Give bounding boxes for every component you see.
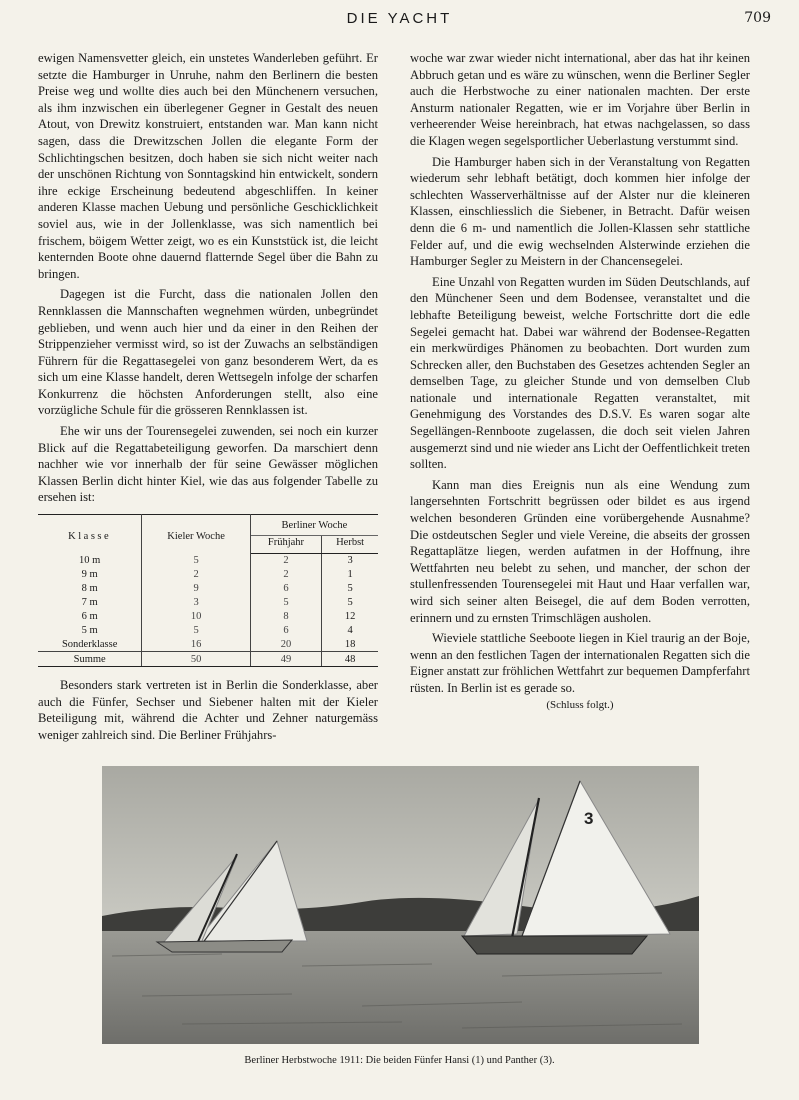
cell-kieler-woche: 16: [142, 637, 250, 651]
cell-fruehjahr: 2: [250, 568, 321, 582]
cell-kieler-woche: 2: [142, 568, 250, 582]
left-column: [38, 50, 378, 744]
cell-fruehjahr: 6: [250, 582, 321, 596]
table-row: [38, 568, 378, 582]
table-header-klasse: Klasse: [38, 515, 142, 554]
table-header-herbst: Herbst: [322, 536, 378, 554]
table-row: [38, 610, 378, 624]
cell-fruehjahr: 2: [250, 554, 321, 568]
cell-herbst: 1: [347, 569, 353, 581]
table-row: [38, 652, 378, 667]
cell-klasse: Summe: [38, 652, 142, 667]
cell-fruehjahr: 20: [250, 637, 321, 651]
sailing-photograph: [102, 766, 699, 1044]
paragraph: ewigen Namensvetter gleich, ein unstetes Wanderleben geführt. Er setzte die Hamburger in Unruhe, nahm den Berlinern die besten Preise weg und wollte dies auch bei den Münchenern versuchen, als ihm inzwischen ein überlegener Gegner in Gestalt des neuen Atout, von Drewitz konstruiert, entstanden war. Man kann nicht sagen, dass die Drewitzschen Jollen die elegante Form der Schlichtingschen besitzen, doch haben sie sich nicht weiter nach der unschönen Richtung von Sonntagskind hin entwickelt, sondern ihre eckige Erscheinung bedeutend abgeschliffen. In keiner anderen Klasse machen Uebung und persönliche Geschicklichkeit soviel aus, wie in der Jollenklasse, was sich namentlich bei frischem, böigem Wetter zeigt, wo es ein Kunststück ist, die leicht kenternden Boote ohne dauernd flatternde Segel über die Bahn zu bringen.: [38, 51, 378, 281]
cell-herbst: 18: [344, 638, 356, 650]
paragraph: Eine Unzahl von Regatten wurden im Süden Deutschlands, auf den Münchener Seen und dem Bodensee, veranstaltet und die lebhafte Beteiligung beweist, welche Fortschritte dort die edle Segelei gemacht hat. Dabei war während der Bodensee-Regatten ein merkwürdiges Phänomen zu beobachten. Dort wurden zum Schrecken aller, den Buchstaben des Gesetzes achtenden Segler an demselben Tage, zu gleicher Stunde und von demselben Club nationale und internationale Regatten veranstaltet, mit Genehmigung des Vorstandes des D.S.V. Es waren sogar alte Segellängen-Rennboote zugelassen, die doch seit vielen Jahren ausgemerzt sind und nie wieder ans Licht der Oeffentlichkeit treten sollten.: [410, 274, 750, 472]
paragraph: woche war zwar wieder nicht international, aber das hat ihr keinen Abbruch getan und es wäre zu wünschen, wenn die Berliner Segler auch die Herbstwoche zu einer nationalen machten. Der erste Ansturm nationaler Regatten, wie er im Vorjahre über Berlin in verheerender Weise hereinbrach, hat etwas nachgelassen, so dass die Klagen wegen segelsportlicher Ueberlastung verstummt sind.: [410, 51, 750, 148]
regatta-participation-table: [38, 514, 378, 667]
cell-herbst: 48: [322, 652, 378, 667]
cell-fruehjahr: 8: [250, 610, 321, 624]
cell-klasse: 8 m: [38, 582, 142, 596]
table-header-fruehjahr: Frühjahr: [250, 536, 321, 554]
cell-klasse: 6 m: [38, 610, 142, 624]
cell-klasse: 9 m: [38, 568, 142, 582]
paragraph: Wieviele stattliche Seeboote liegen in Kiel traurig an der Boje, wenn an den festlichen Tagen der internationalen Regatten sich die Eigner anstatt zur fröhlichen Wettfahrt zur bequemen Dampferfahrt rüsten. In Berlin ist es gerade so.: [410, 631, 750, 695]
table-header-kieler-woche: Kieler Woche: [142, 515, 250, 554]
photo-illustration: [102, 766, 699, 1044]
page-number: 709: [744, 10, 771, 26]
figure-caption: Berliner Herbstwoche 1911: Die beiden Fünfer Hansi (1) und Panther (3).: [244, 1055, 555, 1066]
table-body: [38, 554, 378, 667]
table-row: [38, 623, 378, 637]
table-row: [38, 596, 378, 610]
cell-kieler-woche: 50: [142, 652, 250, 667]
cell-klasse: 5 m: [38, 623, 142, 637]
table-header-berliner-woche: Berliner Woche: [250, 515, 378, 536]
cell-herbst: 5: [347, 597, 353, 609]
cell-kieler-woche: 10: [142, 610, 250, 624]
cell-herbst: 3: [347, 555, 353, 567]
cell-herbst: 12: [344, 611, 356, 623]
paragraph: Besonders stark vertreten ist in Berlin die Sonderklasse, aber auch die Fünfer, Sechser und Siebener halten mit der Kieler Beteiligung mit, während die Achter und Zehner naturgemäss weniger zahlreich sind. Die Berliner Frühjahrs-: [38, 678, 378, 742]
cell-fruehjahr: 6: [250, 623, 321, 637]
sail-number: 3: [584, 809, 594, 828]
running-head: [0, 10, 799, 30]
table-row: [38, 637, 378, 651]
journal-title: DIE YACHT: [346, 10, 453, 27]
table-row: [38, 582, 378, 596]
cell-herbst: 4: [347, 624, 353, 636]
cell-herbst: 5: [347, 583, 353, 595]
paragraph: Die Hamburger haben sich in der Veranstaltung von Regatten wiederum sehr lebhaft betätigt, doch kommen hier infolge der schlechten Wasserverhältnisse auf der Alster nur die kleineren Klassen, einschliesslich die Siebener, in Betracht. Dafür weisen denn die 6 m- und namentlich die Jollen-Klassen sehr stattliche Felder auf, und die ewig wechselnden Alsterwinde erziehen die Hamburger Segler zu Meistern in der Chancensegelei.: [410, 154, 750, 269]
cell-kieler-woche: 5: [142, 554, 250, 568]
cell-klasse: 7 m: [38, 596, 142, 610]
table-row: [38, 554, 378, 568]
cell-kieler-woche: 3: [142, 596, 250, 610]
cell-fruehjahr: 5: [250, 596, 321, 610]
paragraph: Kann man dies Ereignis nun als eine Wendung zum langersehnten Fortschritt begrüssen oder bildet es aus irgend welchen besonderen Gründen eine vorübergehende Ausnahme? Die ostdeutschen Segler und viele Vereine, die abseits der grossen Regattaplätze liegen, werden aufatmen in der Hoffnung, ihre Wettfahrten neu belebt zu sehen, und mancher, der schon der stullenfressenden Tourensegelei mit Haut und Haar verfallen war, wird sich seiner alten Beisegel, die auf dem Boden verrotten, erinnern und zu ernsten Trimschlägen ausholen.: [410, 477, 750, 625]
paragraph: Ehe wir uns der Tourensegelei zuwenden, sei noch ein kurzer Blick auf die Regattabeteiligung geworfen. Da marschiert denn nachher wie vor innerhalb der für seine Gewässer möglichen Klassen Berlin dicht hinter Kiel, wie das aus folgender Tabelle zu ersehen ist:: [38, 424, 378, 505]
cell-kieler-woche: 9: [142, 582, 250, 596]
cell-fruehjahr: 49: [250, 652, 321, 667]
cell-kieler-woche: 5: [142, 623, 250, 637]
to-be-continued-note: (Schluss folgt.): [546, 698, 614, 711]
cell-klasse: 10 m: [38, 554, 142, 568]
cell-klasse: Sonderklasse: [38, 637, 142, 651]
paragraph: Dagegen ist die Furcht, dass die nationalen Jollen den Rennklassen die Mannschaften wegnehmen würden, unbegründet geblieben, und wenn auch hier und da einer in den Reihen der Strippenzieher vermisst wird, so ist der Zuwachs an selbständigen Führern für die Regattasegelei von ganz besonderem Wert, da es sich um eine Klasse handelt, deren Wettsegeln infolge der scharfen Konkurrenz die höchsten Anforderungen stellt, also eine vorzügliche Schule für die grösseren Rennklassen ist.: [38, 287, 378, 418]
right-column: [410, 50, 750, 713]
